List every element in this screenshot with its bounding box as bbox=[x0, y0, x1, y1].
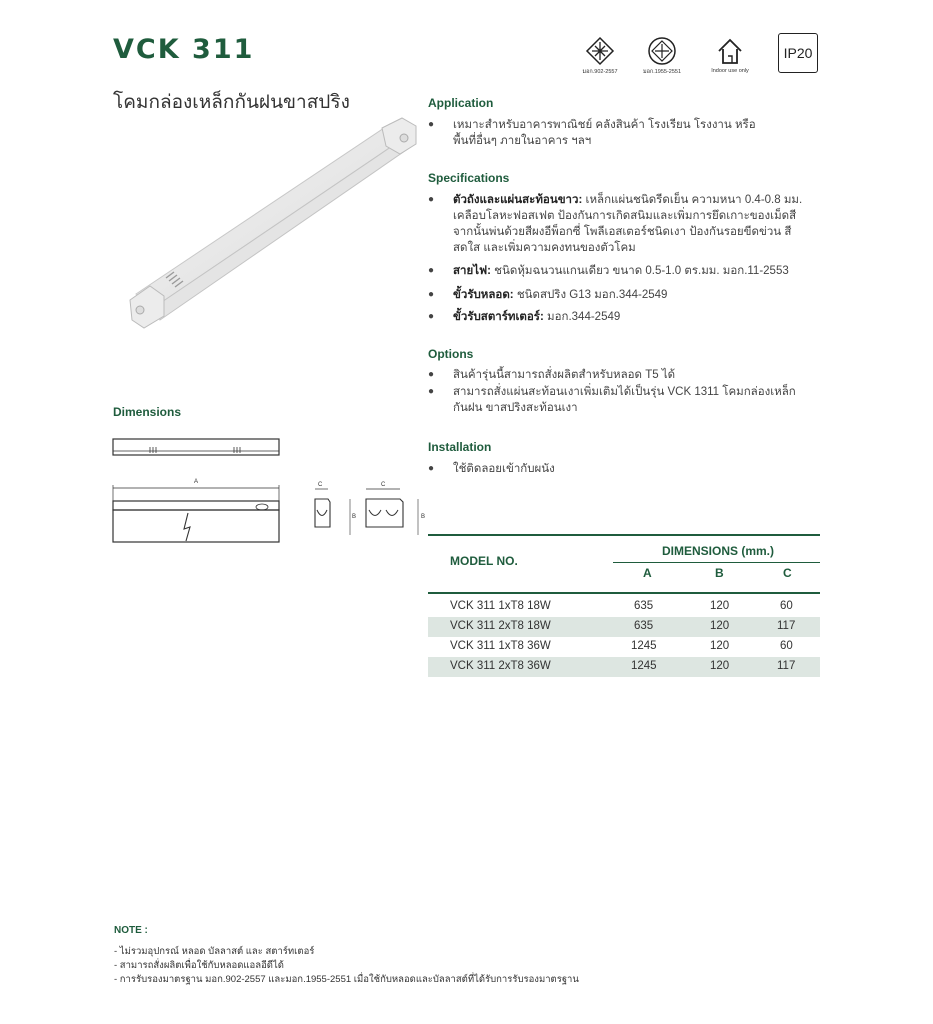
spec-label: ขั้วรับหลอด: bbox=[453, 289, 514, 301]
cell-b: 120 bbox=[710, 600, 730, 612]
option-text: สินค้ารุ่นนี้สามารถสั่งผลิตสำหรับหลอด T5 ได้ bbox=[453, 369, 676, 381]
cell-model: VCK 311 2xT8 36W bbox=[450, 660, 551, 672]
cell-c: 117 bbox=[777, 660, 796, 672]
model-header: MODEL NO. bbox=[450, 554, 518, 568]
table-row bbox=[428, 657, 820, 677]
spec-label: ขั้วรับสตาร์ทเตอร์: bbox=[453, 311, 544, 323]
spec-item bbox=[428, 287, 803, 303]
col-a-header: A bbox=[643, 566, 652, 580]
cell-a: 635 bbox=[634, 620, 654, 632]
col-c-header: C bbox=[783, 566, 792, 580]
spec-text: มอก.344-2549 bbox=[543, 311, 621, 323]
tis-1955-mark bbox=[637, 36, 687, 76]
bullet-icon: ● bbox=[428, 463, 435, 474]
tis-mark-icon bbox=[647, 36, 677, 66]
spec-item bbox=[428, 192, 803, 256]
table-top-rule bbox=[428, 534, 820, 536]
note-heading: NOTE : bbox=[114, 925, 148, 936]
cell-model: VCK 311 2xT8 18W bbox=[450, 620, 551, 632]
cert-caption: Indoor use only bbox=[711, 68, 749, 74]
installation-item bbox=[428, 461, 803, 477]
cert-caption: มอก.902-2557 bbox=[582, 69, 618, 75]
bullet-icon: ● bbox=[428, 289, 435, 300]
options-heading: Options bbox=[428, 347, 474, 361]
product-title: VCK 311 bbox=[113, 34, 255, 65]
bullet-icon: ● bbox=[428, 386, 435, 397]
dim-label-b: B bbox=[352, 514, 357, 520]
dim-label-c: C bbox=[318, 482, 323, 488]
dimensions-table bbox=[428, 534, 820, 684]
cert-caption: มอก.1955-2551 bbox=[642, 69, 682, 75]
spec-label: สายไฟ: bbox=[453, 265, 491, 277]
application-heading: Application bbox=[428, 96, 494, 110]
spec-label: ตัวถังและแผ่นสะท้อนขาว: bbox=[453, 194, 583, 206]
cell-b: 120 bbox=[710, 640, 730, 652]
table-row bbox=[428, 597, 820, 617]
dim-label-b: B bbox=[421, 514, 426, 520]
bullet-icon: ● bbox=[428, 311, 435, 322]
cell-a: 635 bbox=[634, 600, 654, 612]
spec-item bbox=[428, 309, 803, 325]
table-row bbox=[428, 617, 820, 637]
spec-item bbox=[428, 263, 803, 279]
bullet-icon: ● bbox=[428, 369, 435, 380]
bullet-icon: ● bbox=[428, 265, 435, 276]
installation-text: ใช้ติดลอยเข้ากับผนัง bbox=[453, 463, 555, 475]
application-text: เหมาะสำหรับอาคารพาณิชย์ คลังสินค้า โรงเรียน โรงงาน หรือพื้นที่อื่นๆ ภายในอาคาร ฯลฯ bbox=[453, 119, 756, 147]
note-item: - การรับรองมาตรฐาน มอก.902-2557 และมอก.1955-2551 เมื่อใช้กับหลอดและบัลลาสต์ที่ได้รับการรับรองมาตรฐาน bbox=[114, 974, 579, 985]
dim-label-c: C bbox=[381, 482, 386, 488]
indoor-house-icon bbox=[715, 36, 745, 66]
cell-b: 120 bbox=[710, 660, 730, 672]
option-item bbox=[428, 384, 803, 416]
col-b-header: B bbox=[715, 566, 724, 580]
specifications-heading: Specifications bbox=[428, 171, 510, 185]
cell-c: 60 bbox=[780, 640, 793, 652]
table-header-rule bbox=[613, 562, 820, 563]
option-text: สามารถสั่งแผ่นสะท้อนเงาเพิ่มเติมได้เป็นรุ่น VCK 1311 โคมกล่องเหล็กกันฝน ขาสปริงสะท้อนเงา bbox=[453, 386, 796, 414]
cell-model: VCK 311 1xT8 36W bbox=[450, 640, 551, 652]
dimension-drawings bbox=[110, 435, 430, 550]
dimensions-header: DIMENSIONS (mm.) bbox=[662, 544, 775, 558]
table-header-bottom-rule bbox=[428, 592, 820, 594]
indoor-use-mark bbox=[705, 36, 755, 74]
cell-c: 60 bbox=[780, 600, 793, 612]
spec-text: เหล็กแผ่นชนิดรีดเย็น ความหนา 0.4-0.8 มม. เคลือบโลหะฟอสเฟต ป้องกันการเกิดสนิมและเพิ่มการยึดเกาะของเม็ดสี จากนั้นพ่นด้วยสีผงอีพ็อกซี่ โพลีเอสเตอร์ชนิดเงา ป้องกันรอยขีดข่วน สีสดใส และเพิ่มความคงทนของตัวโคม bbox=[453, 194, 803, 254]
product-fixture-image bbox=[120, 110, 420, 340]
bullet-icon: ● bbox=[428, 119, 435, 130]
cell-a: 1245 bbox=[631, 660, 657, 672]
tis-902-mark bbox=[575, 36, 625, 76]
cell-b: 120 bbox=[710, 620, 730, 632]
table-row bbox=[428, 637, 820, 657]
spec-text: ชนิดหุ้มฉนวนแกนเดียว ขนาด 0.5-1.0 ตร.มม. มอก.11-2553 bbox=[490, 265, 789, 277]
option-item bbox=[428, 367, 803, 383]
product-subtitle: โคมกล่องเหล็กกันฝนขาสปริง bbox=[113, 91, 350, 113]
tis-mark-icon bbox=[585, 36, 615, 66]
bullet-icon: ● bbox=[428, 194, 435, 205]
dimensions-heading: Dimensions bbox=[113, 405, 182, 419]
installation-heading: Installation bbox=[428, 440, 492, 454]
application-item bbox=[428, 117, 758, 149]
spec-text: ชนิดสปริง G13 มอก.344-2549 bbox=[513, 289, 668, 301]
note-item: - สามารถสั่งผลิตเพื่อใช้กับหลอดแอลอีดีได้ bbox=[114, 960, 284, 971]
cell-c: 117 bbox=[777, 620, 796, 632]
ip-rating-badge: IP20 bbox=[778, 33, 818, 73]
note-item: - ไม่รวมอุปกรณ์ หลอด บัลลาสต์ และ สตาร์ทเตอร์ bbox=[114, 946, 315, 957]
cell-model: VCK 311 1xT8 18W bbox=[450, 600, 551, 612]
dim-label-a: A bbox=[194, 479, 199, 485]
cell-a: 1245 bbox=[631, 640, 657, 652]
